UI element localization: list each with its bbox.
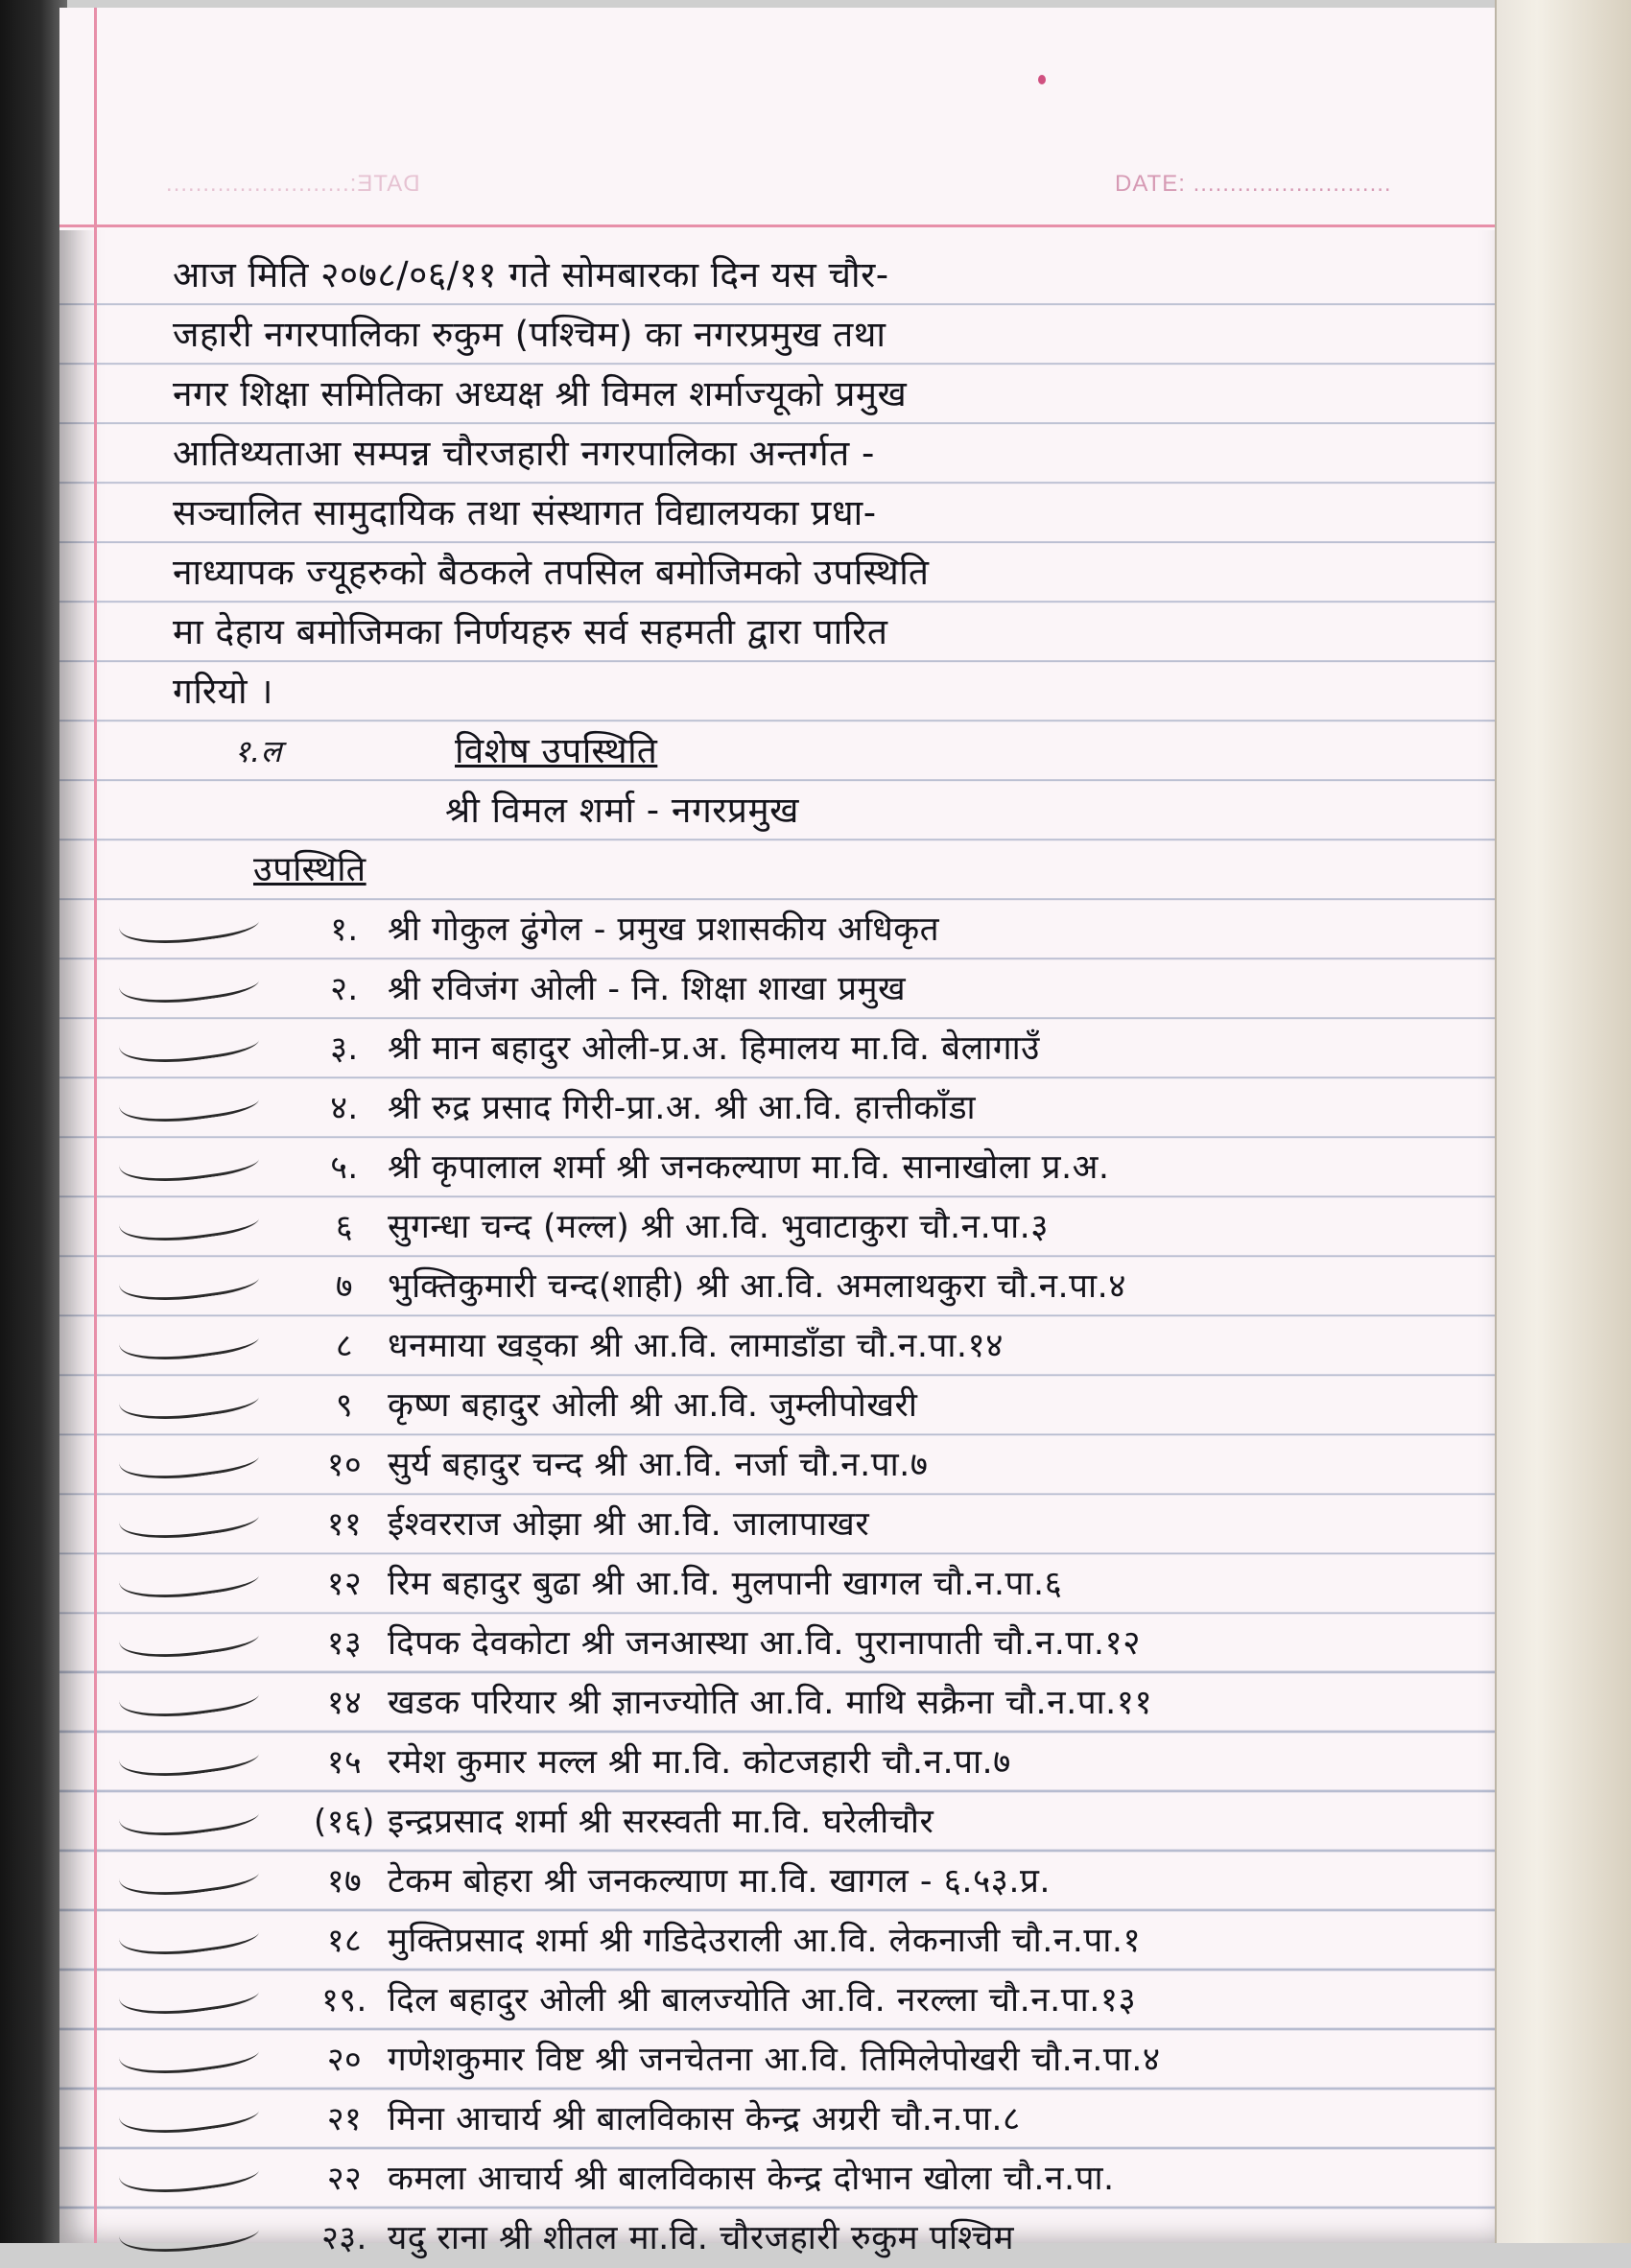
attendee-number: २. bbox=[330, 970, 359, 1008]
attendee-number: (१६) bbox=[314, 1803, 375, 1841]
signature bbox=[119, 900, 304, 959]
attendee-entry: टेकम बोहरा श्री जनकल्याण मा.वि. खागल - ६.५३.प्र. bbox=[388, 1862, 1052, 1901]
attendee-entry: यदु राना श्री शीतल मा.वि. चौरजहारी रुकुम पश्चिम bbox=[388, 2219, 1015, 2257]
attendee-entry: सुगन्धा चन्द (मल्ल) श्री आ.वि. भुवाटाकुरा चौ.न.पा.३ bbox=[388, 1208, 1050, 1246]
signature bbox=[119, 1138, 304, 1197]
attendee-row bbox=[119, 1495, 1510, 1554]
signature bbox=[119, 1673, 304, 1733]
intro-line: नगर शिक्षा समितिका अध्यक्ष श्री विमल शर्माज्यूको प्रमुख bbox=[173, 373, 908, 414]
special-person: श्री विमल शर्मा - नगरप्रमुख bbox=[445, 790, 799, 831]
page-header bbox=[59, 8, 1497, 230]
intro-line: सञ्चालित सामुदायिक तथा संस्थागत विद्यालयका प्रधा- bbox=[173, 492, 877, 533]
signature bbox=[119, 2030, 304, 2090]
attendee-entry: सुर्य बहादुर चन्द श्री आ.वि. नर्जा चौ.न.पा.७ bbox=[388, 1446, 929, 1484]
signature bbox=[119, 1019, 304, 1078]
attendee-number: १२ bbox=[326, 1565, 363, 1603]
attendee-list bbox=[119, 900, 1510, 2268]
attendee-row bbox=[119, 2209, 1510, 2268]
attendee-number: ७ bbox=[335, 1267, 354, 1306]
signature bbox=[119, 1554, 304, 1614]
signature bbox=[119, 1495, 304, 1554]
signature bbox=[119, 959, 304, 1019]
attendee-number: १८ bbox=[326, 1922, 363, 1960]
attendee-entry: ईश्वरराज ओझा श्री आ.वि. जालापाखर bbox=[388, 1505, 870, 1544]
date-label-mirrored: DATE:......................... bbox=[165, 171, 420, 197]
attendee-number: ११ bbox=[326, 1505, 363, 1544]
attendee-number: ६ bbox=[335, 1208, 354, 1246]
attendee-entry: रमेश कुमार मल्ल श्री मा.वि. कोटजहारी चौ.न.पा.७ bbox=[388, 1743, 1011, 1782]
attendance-heading: उपस्थिति bbox=[253, 850, 366, 889]
attendee-row bbox=[119, 1078, 1510, 1138]
attendee-number: १. bbox=[330, 910, 359, 949]
notebook-page bbox=[59, 8, 1497, 2257]
attendee-number: ८ bbox=[335, 1327, 354, 1365]
attendee-number: १७ bbox=[326, 1862, 363, 1901]
minutes-text bbox=[119, 246, 1510, 2268]
attendee-number: २१ bbox=[326, 2100, 363, 2138]
attendee-entry: धनमाया खड्का श्री आ.वि. लामाडाँडा चौ.न.पा.१४ bbox=[388, 1327, 1004, 1365]
attendee-entry: इन्द्रप्रसाद शर्मा श्री सरस्वती मा.वि. घरेलीचौर bbox=[388, 1803, 934, 1841]
attendee-entry: श्री रविजंग ओली - नि. शिक्षा शाखा प्रमुख bbox=[388, 970, 907, 1008]
signature bbox=[119, 1733, 304, 1792]
attendee-row bbox=[119, 1614, 1510, 1673]
attendee-number: १४ bbox=[326, 1684, 363, 1722]
intro-line: मा देहाय बमोजिमका निर्णयहरु सर्व सहमती द्वारा पारित bbox=[173, 611, 888, 652]
attendee-number: ४. bbox=[330, 1089, 359, 1127]
signature bbox=[119, 1852, 304, 1911]
attendee-row bbox=[119, 1911, 1510, 1971]
attendee-row bbox=[119, 2090, 1510, 2149]
signature bbox=[119, 1911, 304, 1971]
ink-dot bbox=[1038, 75, 1046, 84]
attendee-number: १९. bbox=[321, 1981, 367, 2020]
date-label: DATE: ........................... bbox=[1115, 171, 1392, 197]
intro-line: आतिथ्यताआ सम्पन्न चौरजहारी नगरपालिका अन्तर्गत - bbox=[173, 433, 875, 474]
attendee-entry: गणेशकुमार विष्ट श्री जनचेतना आ.वि. तिमिलेपोखरी चौ.न.पा.४ bbox=[388, 2041, 1161, 2079]
signature bbox=[119, 1257, 304, 1316]
attendee-row bbox=[119, 1673, 1510, 1733]
attendee-row bbox=[119, 2149, 1510, 2209]
attendee-entry: कमला आचार्य श्री बालविकास केन्द्र दोभान खोला चौ.न.पा. bbox=[388, 2160, 1115, 2198]
attendee-row bbox=[119, 959, 1510, 1019]
attendee-number: २२ bbox=[326, 2160, 363, 2198]
signature bbox=[119, 1435, 304, 1495]
attendee-row bbox=[119, 1792, 1510, 1852]
scan-shadow bbox=[0, 0, 67, 2243]
intro-line: जहारी नगरपालिका रुकुम (पश्चिम) का नगरप्रमुख तथा bbox=[173, 314, 886, 355]
attendee-row bbox=[119, 1197, 1510, 1257]
special-marker: १.ल bbox=[234, 733, 283, 769]
attendee-row bbox=[119, 1733, 1510, 1792]
attendee-row bbox=[119, 900, 1510, 959]
attendee-entry: कृष्ण बहादुर ओली श्री आ.वि. जुम्लीपोखरी bbox=[388, 1386, 918, 1425]
attendee-row bbox=[119, 1316, 1510, 1376]
intro-line: नाध्यापक ज्यूहरुको बैठकले तपसिल बमोजिमको उपस्थिति bbox=[173, 552, 930, 593]
signature bbox=[119, 1197, 304, 1257]
attendee-entry: दिल बहादुर ओली श्री बालज्योति आ.वि. नरल्ला चौ.न.पा.१३ bbox=[388, 1981, 1137, 2020]
attendee-entry: श्री गोकुल ढुंगेल - प्रमुख प्रशासकीय अधिकृत bbox=[388, 910, 940, 949]
attendee-number: ५. bbox=[330, 1148, 359, 1187]
attendee-entry: श्री रुद्र प्रसाद गिरी-प्रा.अ. श्री आ.वि. हात्तीकाँडा bbox=[388, 1089, 977, 1127]
attendee-entry: भुक्तिकुमारी चन्द(शाही) श्री आ.वि. अमलाथकुरा चौ.न.पा.४ bbox=[388, 1267, 1126, 1306]
attendee-row bbox=[119, 1138, 1510, 1197]
signature bbox=[119, 1614, 304, 1673]
attendee-number: १३ bbox=[326, 1624, 363, 1663]
attendee-row bbox=[119, 1376, 1510, 1435]
attendee-row bbox=[119, 1852, 1510, 1911]
attendee-entry: मिना आचार्य श्री बालविकास केन्द्र अग्ररी चौ.न.पा.८ bbox=[388, 2100, 1021, 2138]
attendee-number: ३. bbox=[330, 1029, 359, 1068]
signature bbox=[119, 1078, 304, 1138]
attendee-number: ९ bbox=[335, 1386, 354, 1425]
signature bbox=[119, 2209, 304, 2268]
special-attendance-row bbox=[119, 721, 1510, 781]
signature bbox=[119, 2090, 304, 2149]
intro-paragraph bbox=[119, 246, 1510, 721]
attendee-row bbox=[119, 1554, 1510, 1614]
signature bbox=[119, 1792, 304, 1852]
attendee-entry: खडक परियार श्री ज्ञानज्योति आ.वि. माथि सक्रैना चौ.न.पा.११ bbox=[388, 1684, 1153, 1722]
attendee-entry: मुक्तिप्रसाद शर्मा श्री गडिदेउराली आ.वि. लेकनाजी चौ.न.पा.१ bbox=[388, 1922, 1142, 1960]
attendee-row bbox=[119, 1019, 1510, 1078]
attendee-entry: श्री मान बहादुर ओली-प्र.अ. हिमालय मा.वि. बेलागाउँ bbox=[388, 1029, 1040, 1068]
intro-line: आज मिति २०७८/०६/११ गते सोमबारका दिन यस चौर- bbox=[173, 254, 889, 295]
attendee-entry: रिम बहादुर बुढा श्री आ.वि. मुलपानी खागल चौ.न.पा.६ bbox=[388, 1565, 1063, 1603]
attendee-row bbox=[119, 1971, 1510, 2030]
attendee-number: २३. bbox=[321, 2219, 367, 2257]
page-binding-edge bbox=[1495, 0, 1631, 2243]
intro-line: गरियो । bbox=[173, 671, 273, 712]
attendee-number: १० bbox=[326, 1446, 363, 1484]
attendee-number: १५ bbox=[326, 1743, 363, 1782]
signature bbox=[119, 2149, 304, 2209]
attendee-row bbox=[119, 1435, 1510, 1495]
attendee-number: २० bbox=[326, 2041, 363, 2079]
signature bbox=[119, 1376, 304, 1435]
attendee-row bbox=[119, 2030, 1510, 2090]
margin-line bbox=[94, 8, 97, 2243]
attendee-row bbox=[119, 1257, 1510, 1316]
header-rule bbox=[59, 224, 1497, 227]
special-heading: विशेष उपस्थिति bbox=[455, 730, 658, 771]
attendee-entry: दिपक देवकोटा श्री जनआस्था आ.वि. पुरानापाती चौ.न.पा.१२ bbox=[388, 1624, 1141, 1663]
signature bbox=[119, 1316, 304, 1376]
attendee-entry: श्री कृपालाल शर्मा श्री जनकल्याण मा.वि. सानाखोला प्र.अ. bbox=[388, 1148, 1110, 1187]
signature bbox=[119, 1971, 304, 2030]
